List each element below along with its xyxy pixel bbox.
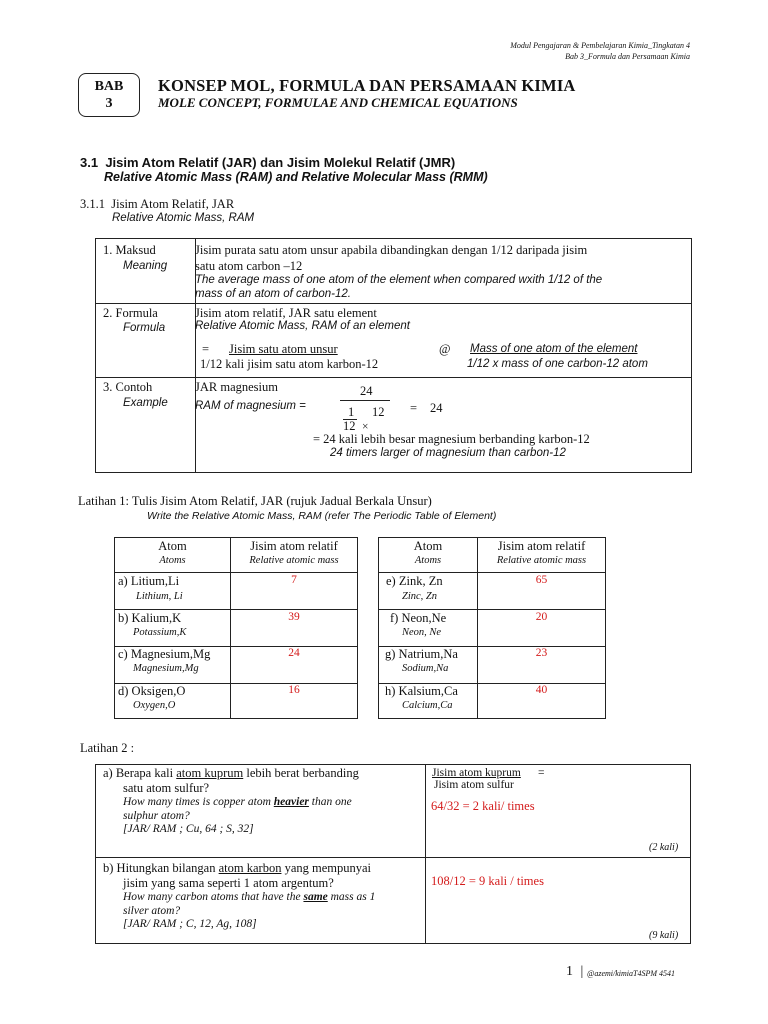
question-a-line-2: satu atom sulfur? (123, 781, 210, 795)
question-b-en-post: mass as 1 (327, 891, 376, 903)
example-small-numerator: 1 (348, 405, 355, 419)
exercise-2-title: Latihan 2 : (80, 741, 135, 755)
left-col-jar: Jisim atom relatif (250, 539, 338, 553)
chapter-title-en: MOLE CONCEPT, FORMULAE AND CHEMICAL EQUATIONS (158, 95, 518, 110)
example-result-en: 24 timers larger of magnesium than carbon-12 (330, 447, 566, 459)
answer-a-numerator: Jisim atom kuprum (432, 767, 521, 779)
subsection-title: Jisim Atom Relatif, JAR (111, 197, 235, 211)
element-lithium-en: Lithium, Li (136, 591, 183, 602)
question-b-post: yang mempunyai (281, 861, 372, 875)
exercise-1-subtitle: Write the Relative Atomic Mass, RAM (refer The Periodic Table of Element) (147, 510, 497, 522)
subsection-number: 3.1.1 (80, 197, 105, 211)
left-col-atom-en: Atoms (159, 555, 186, 566)
element-calcium: h) Kalsium,Ca (385, 684, 458, 698)
page-number-value: 1 (566, 964, 573, 979)
formula-numerator-en: Mass of one atom of the element (470, 343, 638, 355)
formula-denominator: 1/12 kali jisim satu atom karbon-12 (200, 357, 379, 371)
right-col-jar: Jisim atom relatif (497, 539, 586, 553)
running-header (510, 40, 690, 62)
ram-oxygen: 16 (288, 684, 300, 696)
element-sodium: g) Natrium,Na (385, 647, 458, 661)
subsection-title-en: Relative Atomic Mass, RAM (112, 212, 255, 224)
element-neon: f) Neon,Ne (390, 611, 447, 625)
element-zinc-en: Zinc, Zn (402, 591, 438, 602)
chapter-badge (78, 73, 140, 117)
answer-a (431, 799, 535, 814)
chapter-label: BAB (94, 79, 124, 94)
left-col-atom: Atom (158, 539, 187, 553)
meaning-text-en-2: mass of an atom of carbon-12. (195, 288, 351, 300)
question-b-en (123, 891, 375, 903)
answer-b-value: 108/12 = 9 kali / times (431, 874, 544, 888)
ram-potassium: 39 (288, 611, 300, 623)
example-text-en: RAM of magnesium = (195, 400, 306, 412)
left-col-jar-en: Relative atomic mass (249, 555, 339, 566)
question-a-en-post: than one (308, 796, 352, 808)
element-lithium: a) Litium,Li (118, 574, 180, 588)
question-b-pre: b) Hitungkan bilangan (103, 861, 219, 875)
element-potassium: b) Kalium,K (118, 611, 182, 625)
row-meaning-label-en: Meaning (123, 260, 168, 272)
ram-lithium: 7 (291, 574, 297, 586)
answer-a-equals: = (538, 767, 545, 779)
header-line-1: Modul Pengajaran & Pembelajaran Kimia_Tingkatan 4 (510, 41, 690, 50)
formula-or: @ (439, 342, 451, 356)
element-magnesium-en: Magnesium,Mg (133, 663, 199, 674)
section-title-en: Relative Atomic Mass (RAM) and Relative Molecular Mass (RMM) (104, 170, 488, 184)
example-small-denominator: 12 (343, 419, 356, 433)
question-a-en-2: sulphur atom? (123, 810, 190, 822)
example-result: = 24 kali lebih besar magnesium berbanding karbon-12 (313, 432, 590, 446)
element-calcium-en: Calcium,Ca (402, 700, 453, 711)
formula-text-en: Relative Atomic Mass, RAM of an element (195, 320, 410, 332)
ram-zinc: 65 (535, 574, 548, 586)
element-potassium-en: Potassium,K (133, 627, 187, 638)
meaning-text-en-1: The average mass of one atom of the element when compared wxith 1/12 of the (195, 274, 603, 286)
right-col-atom: Atom (413, 539, 443, 553)
answer-a-note: (2 kali) (649, 842, 679, 853)
row-formula-label-en: Formula (123, 322, 166, 334)
question-a (103, 766, 359, 781)
ram-neon: 20 (535, 611, 548, 623)
formula-text: Jisim atom relatif, JAR satu element (195, 306, 377, 320)
example-equals: = (410, 401, 418, 415)
question-a-en-underlined: heavier (273, 796, 309, 808)
question-b-en-underlined: same (303, 891, 328, 903)
right-col-atom-en: Atoms (414, 555, 442, 566)
element-neon-en: Neon, Ne (402, 627, 442, 638)
meaning-text-1: Jisim purata satu atom unsur apabila dibandingkan dengan 1/12 daripada jisim (195, 243, 588, 257)
question-b-en-pre: How many carbon atoms that have the (123, 891, 304, 903)
question-a-underlined: atom kuprum (176, 766, 244, 780)
header-line-2: Bab 3_Formula dan Persamaan Kimia (565, 52, 690, 61)
question-b (103, 861, 371, 876)
question-a-en (123, 796, 352, 808)
section-heading (80, 155, 455, 170)
ram-sodium: 23 (535, 647, 548, 659)
exercise-1-title: Latihan 1: Tulis Jisim Atom Relatif, JAR (rujuk Jadual Berkala Unsur) (78, 494, 432, 508)
formula-denominator-en: 1/12 x mass of one carbon-12 atom (467, 358, 648, 370)
example-times: × (362, 421, 369, 433)
formula-numerator: Jisim satu atom unsur (229, 342, 338, 356)
element-magnesium: c) Magnesium,Mg (118, 647, 211, 661)
element-sodium-en: Sodium,Na (402, 663, 449, 674)
answer-b (431, 874, 544, 889)
element-zinc: e) Zink, Zn (386, 574, 443, 588)
element-oxygen-en: Oxygen,O (133, 700, 176, 711)
answer-b-note: (9 kali) (649, 930, 679, 941)
example-answer: 24 (430, 401, 443, 415)
row-example-label-en: Example (123, 397, 168, 409)
example-numerator: 24 (360, 384, 373, 398)
example-text: JAR magnesium (195, 380, 278, 394)
element-oxygen: d) Oksigen,O (118, 684, 186, 698)
section-number: 3.1 (80, 155, 99, 170)
right-col-jar-en: Relative atomic mass (496, 555, 587, 566)
row-example-label: 3. Contoh (103, 380, 153, 394)
section-title: Jisim Atom Relatif (JAR) dan Jisim Molekul Relatif (JMR) (105, 155, 456, 170)
footer-tag: @azemi/kimiaT4SPM 4541 (587, 969, 676, 978)
formula-equals: = (202, 342, 210, 356)
ram-magnesium: 24 (288, 647, 300, 659)
question-a-en-pre: How many times is copper atom (123, 796, 274, 808)
row-meaning-label: 1. Maksud (103, 243, 156, 257)
page-number (566, 964, 583, 980)
question-b-en-2: silver atom? (123, 905, 181, 917)
ram-calcium: 40 (535, 684, 548, 696)
question-a-pre: a) Berapa kali (103, 766, 177, 780)
row-formula-label: 2. Formula (103, 306, 158, 320)
question-a-post: lebih berat berbanding (243, 766, 359, 780)
question-b-underlined: atom karbon (218, 861, 282, 875)
answer-a-denominator: Jisim atom sulfur (434, 779, 514, 791)
question-b-line-2: jisim yang sama seperti 1 atom argentum? (123, 876, 334, 890)
meaning-text-2: satu atom carbon –12 (195, 259, 303, 273)
page-separator: | (580, 964, 584, 979)
question-b-data: [JAR/ RAM ; C, 12, Ag, 108] (123, 918, 257, 930)
question-a-data: [JAR/ RAM ; Cu, 64 ; S, 32] (123, 823, 254, 835)
subsection-heading (80, 197, 234, 212)
example-twelve: 12 (372, 405, 385, 419)
chapter-title: KONSEP MOL, FORMULA DAN PERSAMAAN KIMIA (158, 76, 576, 95)
example-fraction-bar (340, 400, 390, 401)
chapter-number: 3 (105, 96, 113, 111)
answer-a-value: 64/32 = 2 kali/ times (431, 799, 535, 813)
